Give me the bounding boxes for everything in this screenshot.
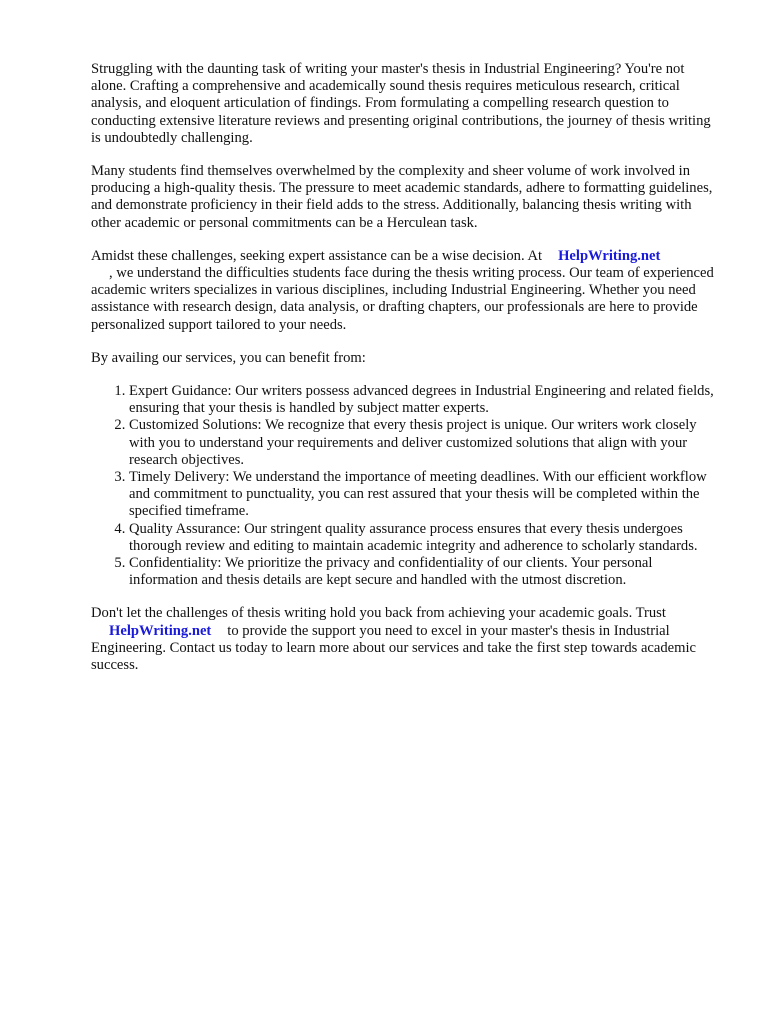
assistance-text-start: Amidst these challenges, seeking expert assistance can be a wise decision. At bbox=[91, 247, 543, 264]
list-item: 4. Quality Assurance: Our stringent quality assurance process ensures that every thesis undergoes thorough review and editing to maintain academic integrity and adherence to scholarly standards. bbox=[129, 521, 721, 555]
closing-text-start: Don't let the challenges of thesis writing hold you back from achieving your academic goals. Trust bbox=[91, 605, 666, 622]
helpwriting-link[interactable]: HelpWriting.net bbox=[558, 247, 661, 264]
intro-paragraph: Struggling with the daunting task of writing your master's thesis in Industrial Engineering? You're not alone. Crafting a comprehensive and academically sound thesis requires meticulous research, critical analysis, and eloquent articulation of findings. From formulating a compelling research question to conducting extensive literature reviews and presenting original contributions, the journey of thesis writing is undoubtedly challenging. bbox=[91, 61, 711, 146]
closing-text-end: to provide the support you need to excel in your master's thesis in Industrial Engineering. Contact us today to learn more about our services and take the first step towards academic success. bbox=[91, 622, 697, 674]
list-item: 1. Expert Guidance: Our writers possess advanced degrees in Industrial Engineering and related fields, ensuring that your thesis is handled by subject matter experts. bbox=[129, 383, 721, 417]
benefits-intro: By availing our services, you can benefit from: bbox=[91, 349, 366, 366]
helpwriting-link-2[interactable]: HelpWriting.net bbox=[109, 622, 212, 639]
challenges-paragraph: Many students find themselves overwhelmed by the complexity and sheer volume of work involved in producing a high-quality thesis. The pressure to meet academic standards, adhere to formatting guidelines, and demonstrate proficiency in their field adds to the stress. Additionally, balancing thesis writing with other academic or personal commitments can be a Herculean task. bbox=[91, 163, 713, 231]
assistance-text-end: , we understand the difficulties students face during the thesis writing process. Our team of experienced academic writers specializes in various disciplines, including Industrial Engineering. Whether you need assistance with research design, data analysis, or drafting chapters, our professionals are here to provide personalized support tailored to your needs. bbox=[91, 265, 714, 333]
list-item: 3. Timely Delivery: We understand the importance of meeting deadlines. With our efficient workflow and commitment to punctuality, you can rest assured that your thesis will be completed within the specified timeframe. bbox=[129, 469, 721, 521]
closing-paragraph bbox=[91, 605, 721, 674]
assistance-paragraph bbox=[91, 248, 721, 334]
benefits-list bbox=[91, 383, 721, 589]
document-page bbox=[91, 61, 721, 690]
list-item: 5. Confidentiality: We prioritize the privacy and confidentiality of our clients. Your personal information and thesis details are kept secure and handled with the utmost discretion. bbox=[129, 555, 721, 589]
list-item: 2. Customized Solutions: We recognize that every thesis project is unique. Our writers work closely with you to understand your requirements and deliver customized solutions that align with your research objectives. bbox=[129, 417, 721, 469]
